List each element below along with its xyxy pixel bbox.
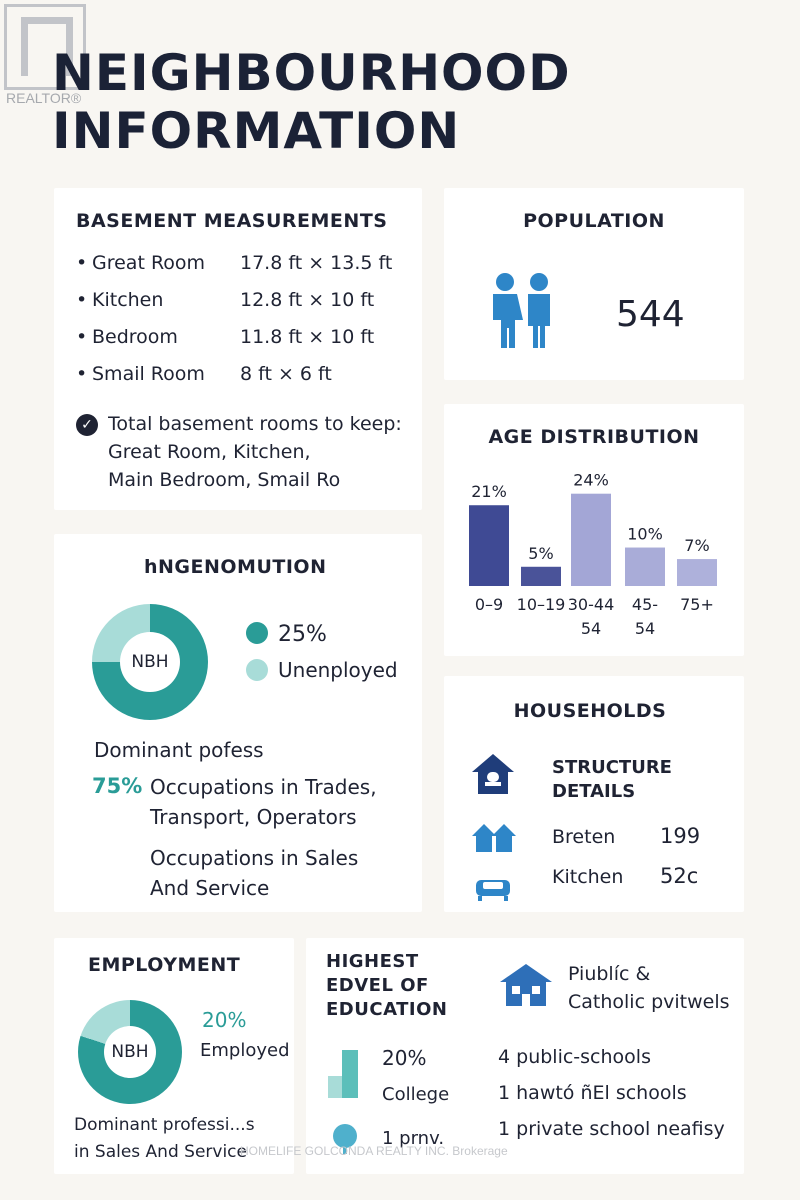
age-bar-data-label: 5%	[528, 543, 554, 563]
room-name: Bedroom	[92, 326, 178, 348]
population-card	[444, 188, 744, 380]
keep-note-text: Total basement rooms to keep: Great Room, Kitchen, Main Bedroom, Smail Ro	[108, 413, 402, 491]
basement-card	[54, 188, 422, 510]
bar-chart-icon	[328, 1050, 362, 1098]
room-size: 11.8 ft × 10 ft	[240, 326, 375, 348]
education-private: 1 prnv.	[382, 1128, 445, 1149]
education-card	[306, 938, 744, 1174]
households-heading: HOUSEHOLDS	[513, 700, 667, 722]
basement-heading: BASEMENT MEASUREMENTS	[76, 210, 388, 232]
schools-line: 1 hawtó ñEl schools	[498, 1082, 687, 1104]
population-value: 544	[616, 294, 685, 335]
brokerage-watermark: HOMELIFE GOLCONDA REALTY INC. Brokerage	[240, 1144, 508, 1158]
schools-line: 4 public-schools	[498, 1046, 651, 1068]
school-icon	[498, 962, 554, 1008]
unemployment-donut-label: NBH	[120, 632, 180, 692]
room-name: Kitchen	[92, 289, 164, 311]
occupation-trades: Occupations in Trades, Transport, Operators	[150, 775, 377, 829]
employment-heading: EMPLOYMENT	[88, 954, 241, 976]
employment-card	[54, 938, 294, 1174]
age-bar	[677, 559, 717, 586]
age-category-label: 54	[580, 619, 602, 638]
schools-title: Piublíc & Catholic pvitwels	[568, 963, 730, 1013]
page-title-line1: NEIGHBOURHOOD	[52, 44, 571, 102]
employment-pct: 20%	[202, 1008, 247, 1032]
age-category-label: 75+	[680, 595, 714, 614]
education-heading: HIGHEST EDVEL OF EDUCATION	[326, 951, 448, 1020]
legend-dot-unemployed	[246, 659, 268, 681]
age-category-label: 45-	[631, 595, 659, 614]
age-bar-data-label: 10%	[627, 524, 663, 544]
room-item: • Great Room 17.8 ft × 13.5 ft	[76, 252, 393, 274]
occupation-sales: Occupations in Sales And Service	[150, 846, 359, 900]
occupation-pct: 75%	[92, 774, 143, 798]
sofa-icon	[474, 874, 512, 902]
realtor-watermark: REALTOR®	[6, 90, 82, 106]
age-distribution-card	[444, 404, 744, 656]
room-item: • Kitchen 12.8 ft × 10 ft	[76, 289, 375, 311]
household-row-value: 52c	[660, 864, 699, 888]
household-row-label: Breten	[552, 826, 616, 848]
unemployment-card	[54, 534, 422, 912]
age-bar	[571, 494, 611, 586]
legend-label: Unenployed	[278, 658, 398, 682]
education-pct: 20%	[382, 1046, 427, 1070]
unemployment-heading: hNGENOMUTION	[144, 556, 327, 578]
employment-donut-label: NBH	[104, 1026, 156, 1078]
room-item: • Smail Room 8 ft × 6 ft	[76, 363, 332, 385]
age-bar-data-label: 7%	[684, 536, 710, 556]
age-bar-data-label: 21%	[471, 482, 507, 502]
age-bar-data-label: 24%	[573, 470, 609, 490]
page-title	[52, 44, 571, 160]
schools-line: 1 private school neafisy	[498, 1118, 725, 1140]
legend-dot-employed	[246, 622, 268, 644]
room-size: 8 ft × 6 ft	[240, 363, 332, 385]
room-name: Smail Room	[92, 363, 205, 385]
page-title-line2: INFORMATION	[52, 102, 461, 160]
room-name: Great Room	[92, 252, 206, 274]
household-row-value: 199	[660, 824, 701, 848]
house-icon	[470, 752, 516, 796]
keep-note	[76, 410, 408, 494]
age-category-label: 54	[634, 619, 656, 638]
houses-icon	[472, 822, 516, 854]
education-label: College	[382, 1084, 450, 1105]
dominant-profession-label: Dominant pofess	[94, 738, 264, 762]
room-size: 17.8 ft × 13.5 ft	[240, 252, 393, 274]
age-category-label: 10–19	[516, 595, 566, 614]
age-heading: AGE DISTRIBUTION	[488, 426, 700, 448]
age-bar	[521, 567, 561, 586]
check-icon: ✓	[76, 414, 98, 436]
age-category-label: 30-44	[567, 595, 615, 614]
age-category-label: 0–9	[474, 595, 504, 614]
household-row-label: Kitchen	[552, 866, 624, 888]
employment-dominant: Dominant professi...s in Sales And Service	[74, 1115, 255, 1162]
room-size: 12.8 ft × 10 ft	[240, 289, 375, 311]
population-heading: POPULATION	[523, 210, 665, 232]
legend-pct: 25%	[278, 622, 327, 647]
people-icon	[488, 272, 558, 352]
age-bar-chart	[444, 464, 744, 654]
employment-label: Employed	[200, 1040, 290, 1061]
households-card	[444, 676, 744, 912]
age-bar	[625, 548, 665, 586]
structure-details: STRUCTURE DETAILS	[552, 757, 672, 802]
room-item: • Bedroom 11.8 ft × 10 ft	[76, 326, 375, 348]
age-bar	[469, 505, 509, 586]
